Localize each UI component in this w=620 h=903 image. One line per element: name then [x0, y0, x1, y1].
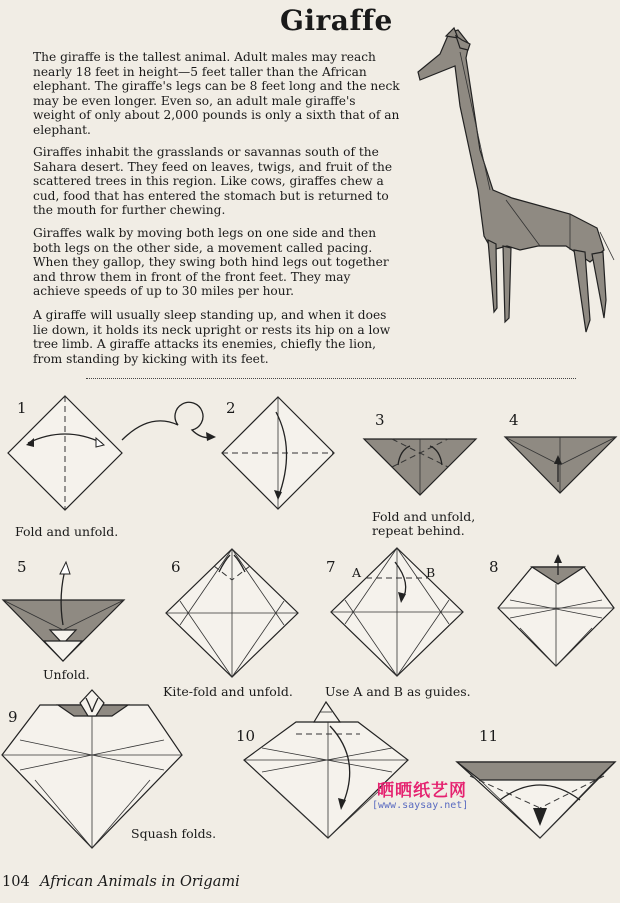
- watermark-site-name: 晒晒纸艺网: [377, 781, 467, 801]
- habitat-paragraph: Giraffes inhabit the grasslands or savannas south of the Sahara desert. They feed on leaves, twigs, and fruit of the scattered trees in this region. Like cows, giraffes chew a cud, food that has entered the stomach but is returned to the mouth for further chewing.: [33, 145, 393, 218]
- step-3-diagram: [364, 439, 476, 495]
- guide-label-a: A: [352, 565, 362, 580]
- step-5-caption: Unfold.: [43, 667, 90, 682]
- step-1-diagram: [8, 396, 216, 510]
- step-number: 6: [171, 558, 181, 576]
- movement-paragraph: Giraffes walk by moving both legs on one side and then both legs on the other side, a movement called pacing. When they gallop, they swing both hind legs out together and throw them in front of the front feet. They may achieve speeds of up to 30 miles per hour.: [33, 226, 389, 299]
- step-number: 2: [226, 399, 236, 417]
- watermark-url: [www.saysay.net]: [372, 800, 469, 811]
- step-5-diagram: [3, 562, 124, 661]
- step-7-caption: Use A and B as guides.: [325, 684, 471, 699]
- step-6-caption: Kite-fold and unfold.: [163, 684, 293, 699]
- step-8-diagram: [498, 554, 614, 666]
- guide-label-b: B: [426, 565, 436, 580]
- page-number: 104: [2, 874, 30, 890]
- step-number: 10: [236, 727, 256, 745]
- step-7-diagram: [331, 548, 463, 676]
- step-4-diagram: [505, 437, 616, 493]
- step-9-diagram: [2, 690, 182, 848]
- step-number: 9: [8, 708, 18, 726]
- step-number: 4: [509, 411, 519, 429]
- step-3-caption: Fold and unfold, repeat behind.: [372, 509, 476, 538]
- step-number: 7: [326, 558, 336, 576]
- step-9-caption: Squash folds.: [131, 826, 217, 841]
- step-number: 11: [479, 727, 499, 745]
- step-number: 8: [489, 558, 499, 576]
- sleep-paragraph: A giraffe will usually sleep standing up, and when it does lie down, it holds its neck upright or rests its hip on a low tree limb. A giraffe attacks its enemies, chiefly the lion, from standing by kicking with its feet.: [33, 308, 391, 366]
- page-title: Giraffe: [280, 4, 393, 37]
- step-number: 1: [17, 399, 27, 417]
- book-title: African Animals in Origami: [40, 874, 240, 890]
- step-6-diagram: [166, 549, 298, 677]
- intro-paragraph: The giraffe is the tallest animal. Adult males may reach nearly 18 feet in height—5 feet taller than the African elephant. The giraffe's legs can be 8 feet long and the neck may be even longer. Even so, an adult male giraffe's weight of only about 2,000 pounds is only a sixth that of an elephant.: [33, 50, 400, 137]
- step-11-diagram: [457, 762, 615, 838]
- step-number: 3: [375, 411, 385, 429]
- step-1-caption: Fold and unfold.: [15, 524, 119, 539]
- step-10-diagram: [244, 702, 408, 838]
- step-number: 5: [17, 558, 27, 576]
- giraffe-model-illustration: [418, 28, 614, 332]
- step-2-diagram: [222, 397, 334, 509]
